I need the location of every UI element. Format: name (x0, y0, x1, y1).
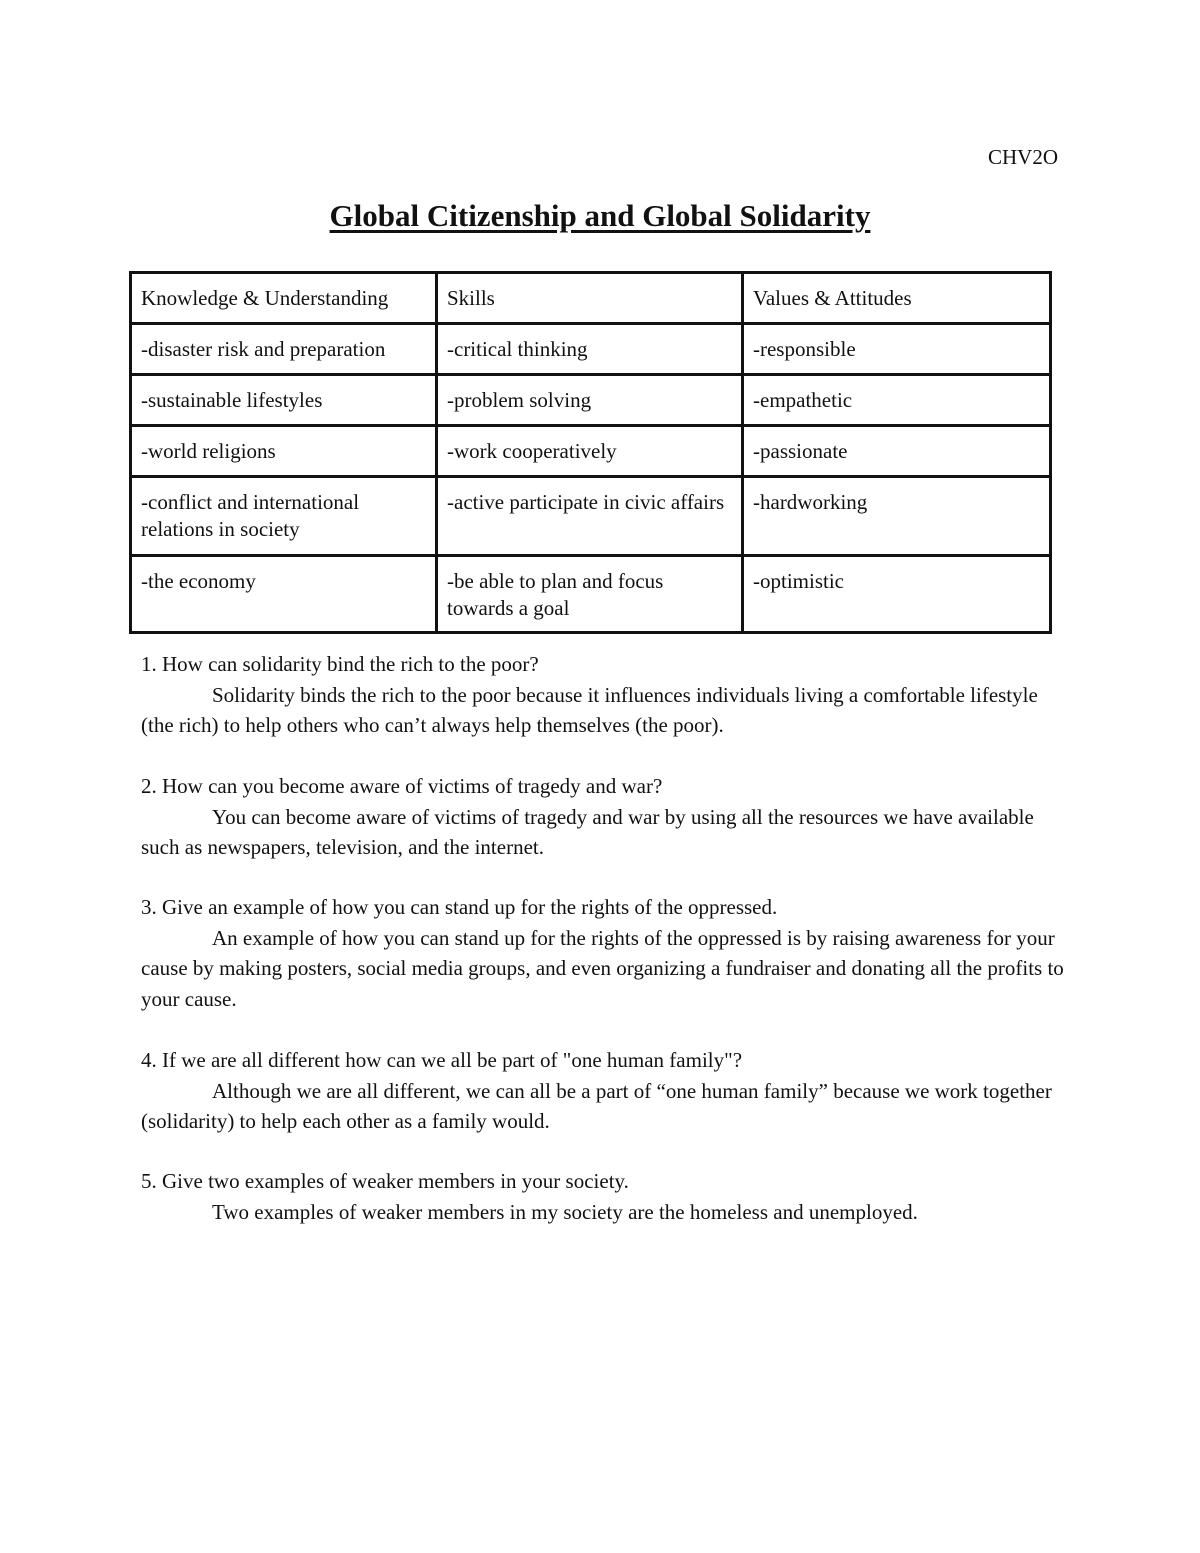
table-row (131, 556, 1051, 633)
answer-text: An example of how you can stand up for the rights of the oppressed is by raising awareness for your cause by making posters, social media groups, and even organizing a fundraiser and donating all the profits to your cause. (141, 925, 1064, 1011)
table-cell: -world religions (131, 426, 437, 477)
table-cell: -be able to plan and focus towards a goal (437, 556, 743, 633)
question-block-3 (141, 892, 1066, 1014)
table-header-cell: Knowledge & Understanding (131, 273, 437, 324)
table-row (131, 375, 1051, 426)
answer-text: Although we are all different, we can all be a part of “one human family” because we work together (solidarity) to help each other as a family would. (141, 1078, 1052, 1133)
question-text: 5. Give two examples of weaker members in your society. (141, 1169, 629, 1193)
question-block-2 (141, 771, 1066, 863)
table-row (131, 426, 1051, 477)
answer-text: You can become aware of victims of tragedy and war by using all the resources we have available such as newspapers, television, and the internet. (141, 804, 1034, 859)
question-block-5 (141, 1166, 1066, 1227)
question-block-4 (141, 1045, 1066, 1137)
table-cell: -problem solving (437, 375, 743, 426)
table-header-cell: Skills (437, 273, 743, 324)
question-text: 1. How can solidarity bind the rich to the poor? (141, 652, 539, 676)
answer-text: Solidarity binds the rich to the poor because it influences individuals living a comfortable lifestyle (the rich) to help others who can’t always help themselves (the poor). (141, 682, 1038, 737)
table-header-row (131, 273, 1051, 324)
table-cell: -active participate in civic affairs (437, 477, 743, 556)
table-cell: -conflict and international relations in society (131, 477, 437, 556)
table-cell: -responsible (743, 324, 1051, 375)
document-title: Global Citizenship and Global Solidarity (329, 198, 871, 233)
question-text: 4. If we are all different how can we all be part of "one human family"? (141, 1048, 743, 1072)
table-header-cell: Values & Attitudes (743, 273, 1051, 324)
table-cell: -disaster risk and preparation (131, 324, 437, 375)
table-cell: -passionate (743, 426, 1051, 477)
table-cell: -optimistic (743, 556, 1051, 633)
table-row (131, 477, 1051, 556)
answer-text: Two examples of weaker members in my society are the homeless and unemployed. (212, 1199, 918, 1224)
question-block-1 (141, 649, 1066, 741)
table-cell: -hardworking (743, 477, 1051, 556)
table-row (131, 324, 1051, 375)
table-cell: -sustainable lifestyles (131, 375, 437, 426)
table-cell: -work cooperatively (437, 426, 743, 477)
question-text: 3. Give an example of how you can stand up for the rights of the oppressed. (141, 895, 778, 919)
course-code: CHV2O (987, 145, 1058, 169)
question-text: 2. How can you become aware of victims of tragedy and war? (141, 774, 663, 798)
table-cell: -critical thinking (437, 324, 743, 375)
table-cell: -empathetic (743, 375, 1051, 426)
citizenship-table (129, 271, 1052, 634)
table-cell: -the economy (131, 556, 437, 633)
